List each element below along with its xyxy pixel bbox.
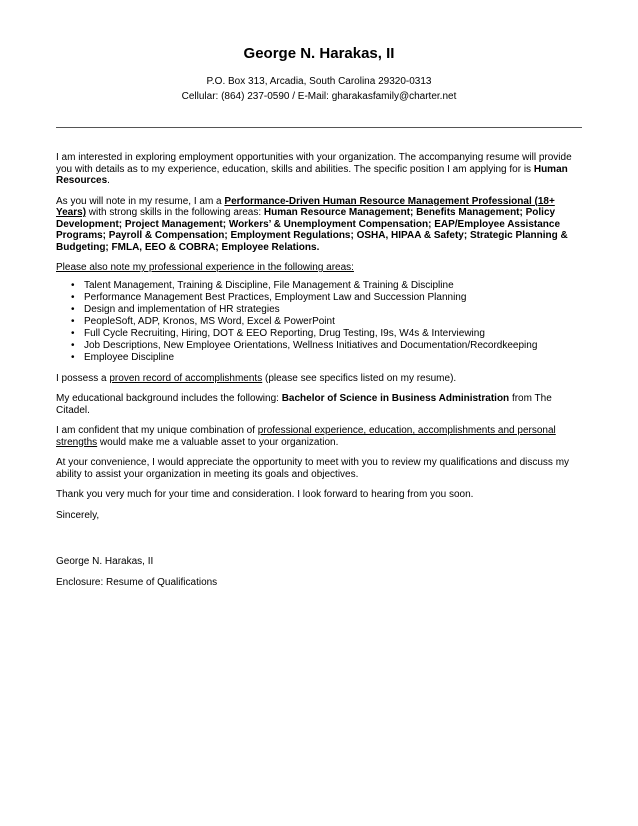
combination-end: would make me a valuable asset to your organization.	[97, 436, 339, 448]
list-item	[71, 315, 582, 328]
header-divider	[56, 127, 582, 128]
closing: Sincerely,	[56, 509, 100, 521]
skills-paragraph	[56, 196, 582, 254]
intro-paragraph	[56, 152, 582, 187]
list-item	[71, 279, 582, 292]
list-item-text: Job Descriptions, New Employee Orientations, Wellness Initiatives and Documentation/Recordkeeping	[84, 339, 538, 351]
list-item-text: Performance Management Best Practices, Employment Law and Succession Planning	[84, 291, 467, 303]
sender-address: P.O. Box 313, Arcadia, South Carolina 29320-0313	[206, 76, 432, 87]
list-item	[71, 339, 582, 352]
areas-heading-text: Please also note my professional experience in the following areas:	[56, 262, 354, 273]
list-item-text: Talent Management, Training & Discipline, File Management & Training & Discipline	[84, 279, 454, 291]
intro-text: I am interested in exploring employment opportunities with your organization. The accompanying resume will provide you with details as to my experience, education, skills and abilities. The specific position I am applying for is	[56, 152, 572, 175]
list-item-text: Employee Discipline	[84, 351, 175, 363]
list-item	[71, 291, 582, 304]
thanks-paragraph: Thank you very much for your time and consideration. I look forward to hearing from you soon.	[56, 489, 474, 500]
education-lead: My educational background includes the following:	[56, 393, 282, 404]
signature-name: George N. Harakas, II	[56, 556, 154, 567]
combination-lead: I am confident that my unique combination of	[56, 425, 258, 436]
education-paragraph	[56, 393, 582, 416]
record-lead: I possess a	[56, 372, 110, 384]
skills-mid: with strong skills in the following areas:	[86, 207, 264, 218]
areas-heading	[56, 262, 582, 274]
list-item	[71, 351, 582, 364]
enclosure-line: Enclosure: Resume of Qualifications	[56, 576, 218, 588]
list-item-text: Design and implementation of HR strategies	[84, 303, 280, 315]
intro-position: Human Resources	[56, 163, 568, 186]
list-item-text: PeopleSoft, ADP, Kronos, MS Word, Excel & PowerPoint	[84, 315, 335, 327]
sender-name: George N. Harakas, II	[243, 45, 395, 62]
bullet-icon: •	[71, 303, 75, 315]
sender-contact: Cellular: (864) 237-0590 / E-Mail: gharakasfamily@charter.net	[181, 91, 457, 102]
bullet-icon: •	[71, 291, 75, 303]
professional-title: Performance-Driven Human Resource Management Professional (18+ Years)	[56, 195, 555, 218]
list-item	[71, 303, 582, 316]
education-degree: Bachelor of Science in Business Administration	[281, 393, 510, 404]
signature-space	[56, 530, 582, 556]
convenience-paragraph: At your convenience, I would appreciate the opportunity to meet with you to review my qualifications and discuss my ability to assist your organization in meeting its goals and objectives.	[56, 457, 570, 480]
combination-paragraph	[56, 425, 582, 448]
record-paragraph	[56, 373, 582, 385]
letter-body	[56, 152, 582, 597]
record-end: (please see specifics listed on my resume).	[262, 372, 457, 384]
bullet-icon: •	[71, 279, 75, 291]
skills-list: Human Resource Management; Benefits Management; Policy Development; Project Management; Workers’ & Unemployment Compensation; EAP/Employee Assistance Programs; Payroll & Compensation; Employment Regulations; OSHA, HIPAA & Safety; Strategic Planning & Budgeting; FMLA, EEO & COBRA; Employee Relations.	[56, 207, 568, 253]
experience-areas-list	[56, 280, 582, 364]
list-item	[71, 327, 582, 340]
education-end: from The Citadel.	[56, 393, 552, 416]
record-underlined: proven record of accomplishments	[109, 372, 263, 384]
intro-end: .	[107, 175, 110, 186]
list-item-text: Full Cycle Recruiting, Hiring, DOT & EEO Reporting, Drug Testing, I9s, W4s & Interviewing	[84, 327, 485, 339]
bullet-icon: •	[71, 327, 75, 339]
bullet-icon: •	[71, 315, 75, 327]
combination-underlined: professional experience, education, accomplishments and personal strengths	[56, 425, 556, 448]
skills-lead: As you will note in my resume, I am a	[56, 195, 225, 207]
bullet-icon: •	[71, 351, 75, 363]
bullet-icon: •	[71, 339, 75, 351]
